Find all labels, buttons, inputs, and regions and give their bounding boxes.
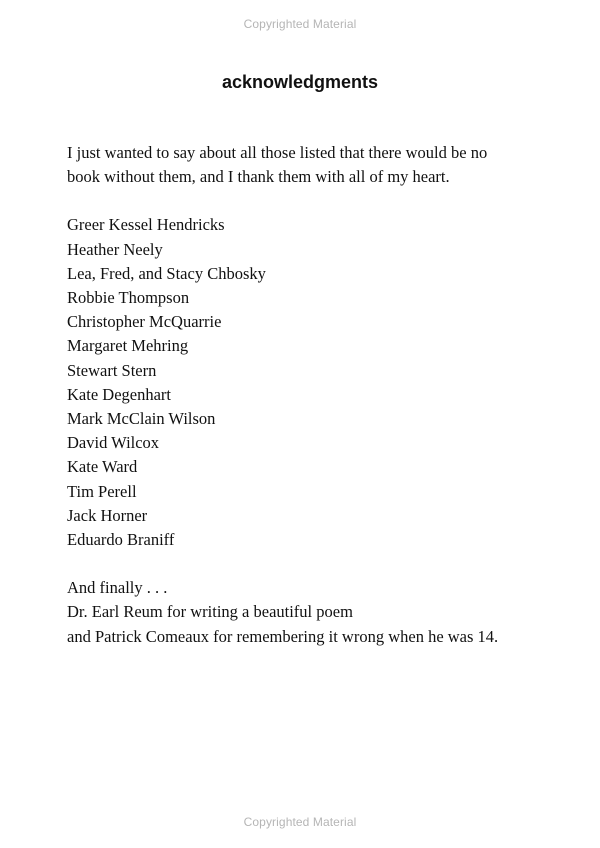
names-list (67, 213, 547, 552)
paragraph-gap (67, 189, 547, 213)
name-item: Eduardo Braniff (67, 530, 175, 550)
name-item: Tim Perell (67, 481, 137, 501)
copyright-watermark-top: Copyrighted Material (243, 17, 357, 31)
name-item: Stewart Stern (67, 360, 157, 380)
copyright-watermark-bottom: Copyrighted Material (243, 815, 357, 829)
paragraph-gap (67, 552, 547, 576)
name-item: Christopher McQuarrie (67, 312, 222, 332)
name-item: Greer Kessel Hendricks (67, 215, 225, 235)
intro-line: I just wanted to say about all those listed that there would be no (67, 143, 488, 162)
closing-line: And finally . . . (67, 578, 168, 598)
name-item: Heather Neely (67, 239, 163, 259)
name-item: Kate Ward (67, 457, 138, 477)
intro-line: book without them, and I thank them with all of my heart. (67, 167, 450, 187)
intro-paragraph (67, 141, 547, 189)
page-title: acknowledgments (221, 72, 379, 92)
name-item: Robbie Thompson (67, 288, 190, 308)
name-item: Margaret Mehring (67, 336, 189, 356)
closing-line: and Patrick Comeaux for remembering it wrong when he was 14. (67, 626, 499, 646)
name-item: Lea, Fred, and Stacy Chbosky (67, 263, 266, 283)
name-item: Jack Horner (67, 505, 148, 525)
name-item: Mark McClain Wilson (67, 409, 216, 429)
acknowledgments-body (67, 141, 547, 649)
name-item: David Wilcox (67, 433, 160, 453)
closing-paragraph (67, 576, 547, 649)
name-item: Kate Degenhart (67, 384, 171, 404)
closing-line: Dr. Earl Reum for writing a beautiful poem (67, 602, 353, 622)
